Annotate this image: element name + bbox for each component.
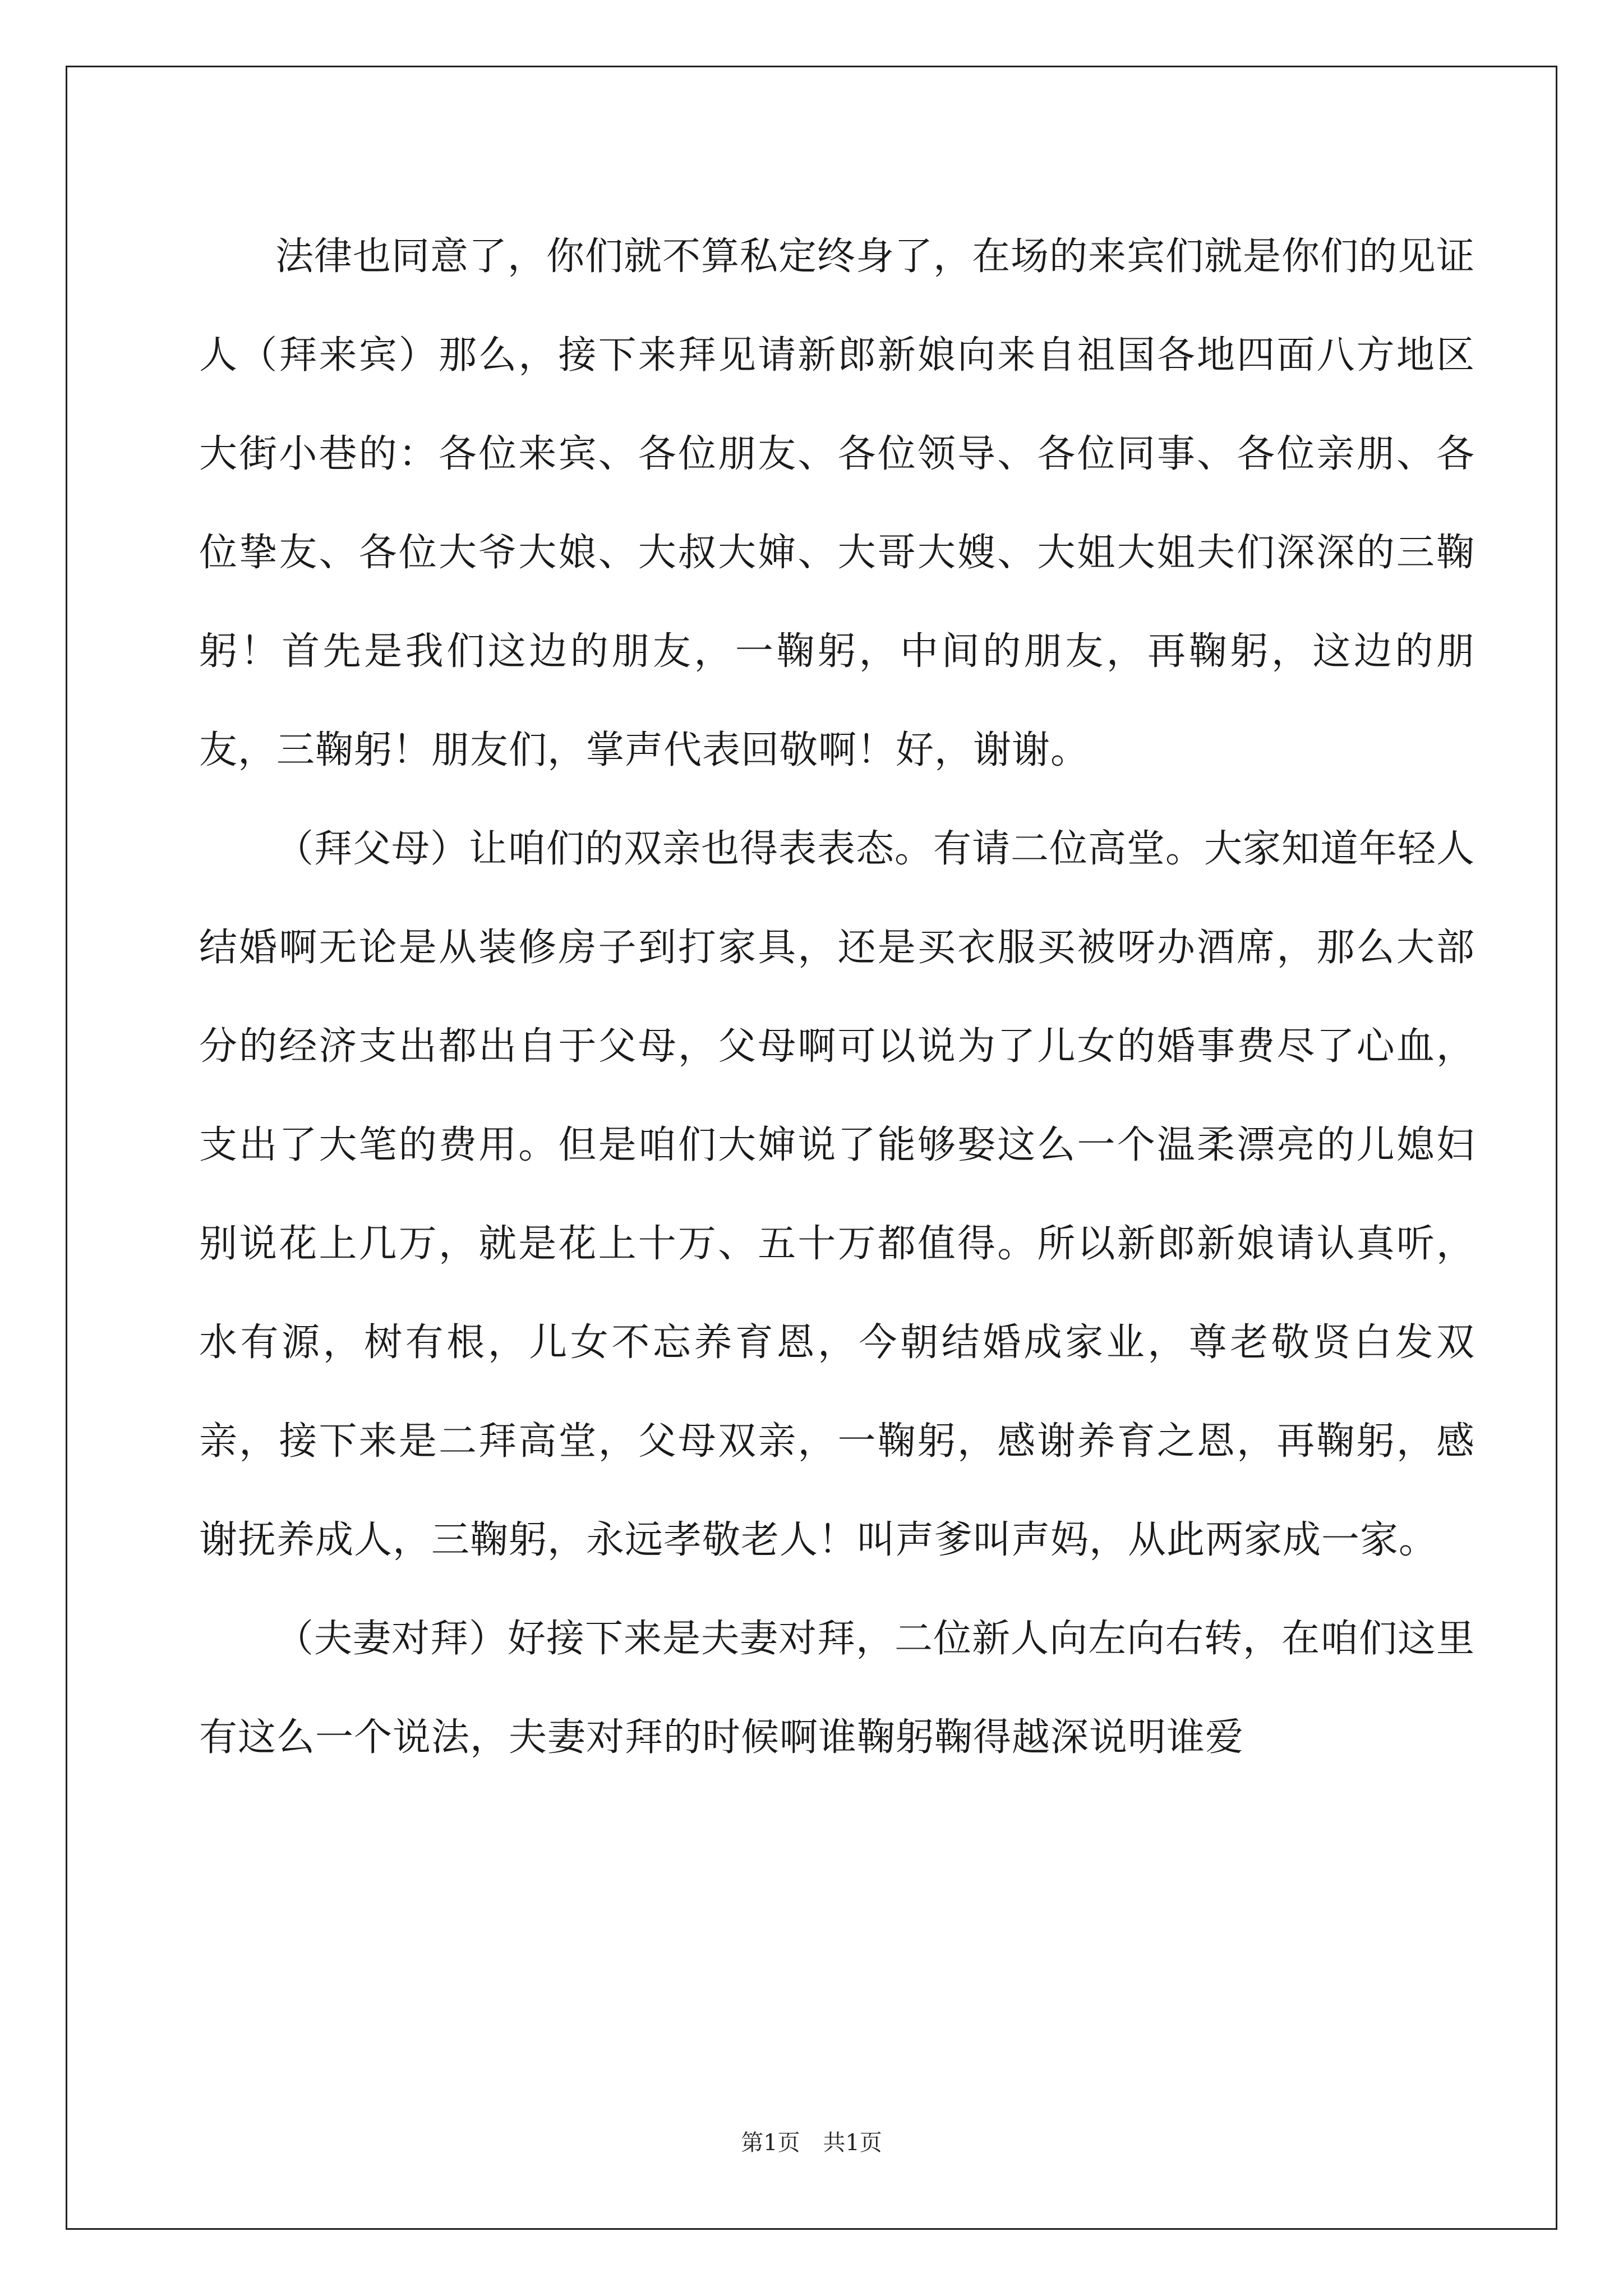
paragraph-1: 法律也同意了，你们就不算私定终身了，在场的来宾们就是你们的见证人（拜来宾）那么，接下来拜见请新郎新娘向来自祖国各地四面八方地区大街小巷的：各位来宾、各位朋友、各位领导、各位同事、各位亲朋、各位挚友、各位大爷大娘、大叔大婶、大哥大嫂、大姐大姐夫们深深的三鞠躬！首先是我们这边的朋友，一鞠躬，中间的朋友，再鞠躬，这边的朋友，三鞠躬！朋友们，掌声代表回敬啊！好，谢谢。: [199, 234, 1476, 772]
page-number: 第1页: [741, 2130, 800, 2156]
page-total: 共1页: [823, 2130, 882, 2156]
document-body: [199, 208, 1475, 1787]
paragraph-3: （夫妻对拜）好接下来是夫妻对拜，二位新人向左向右转，在咱们这里有这么一个说法，夫妻对拜的时候啊谁鞠躬鞠得越深说明谁爱: [199, 1617, 1476, 1760]
page-footer: [0, 2126, 1623, 2160]
paragraph-2: （拜父母）让咱们的双亲也得表表态。有请二位高堂。大家知道年轻人结婚啊无论是从装修房子到打家具，还是买衣服买被呀办酒席，那么大部分的经济支出都出自于父母，父母啊可以说为了儿女的婚事费尽了心血，支出了大笔的费用。但是咱们大婶说了能够娶这么一个温柔漂亮的儿媳妇别说花上几万，就是花上十万、五十万都值得。所以新郎新娘请认真听，水有源，树有根，儿女不忘养育恩，今朝结婚成家业，尊老敬贤白发双亲，接下来是二拜高堂，父母双亲，一鞠躬，感谢养育之恩，再鞠躬，感谢抚养成人，三鞠躬，永远孝敬老人！叫声爹叫声妈，从此两家成一家。: [199, 827, 1476, 1562]
